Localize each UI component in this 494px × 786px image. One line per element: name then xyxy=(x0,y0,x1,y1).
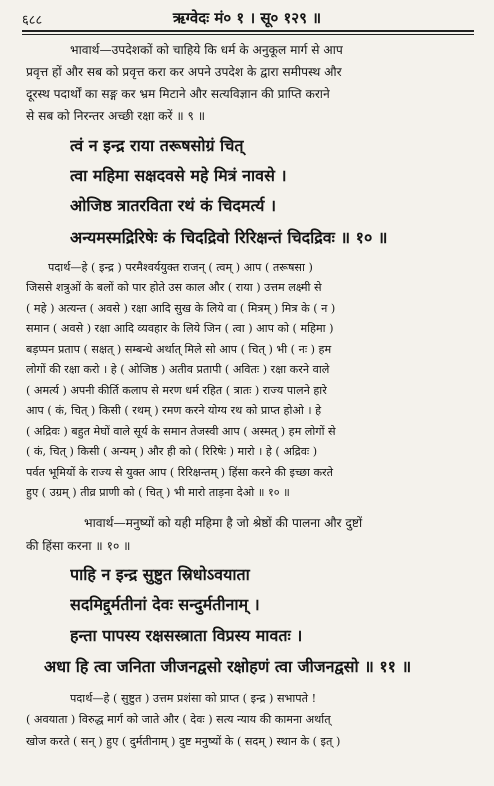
text-line: बड़प्पन प्रताप ( सक्षत् ) सम्बन्धे अर्थात् मिले सो आप ( चित् ) भी ( नः ) हम xyxy=(26,343,332,356)
text-line: लोगों की रक्षा करो । हे ( ओजिष्ठ ) अतीव प्रतापी ( अवितः ) रक्षा करने वाले xyxy=(26,363,330,376)
mantra-line: सदमिद्दुर्मतीनां देवः सन्दुर्मतीनाम् । xyxy=(70,595,260,614)
text-line: ( अवयाता ) विरुद्ध मार्ग को जाते और ( देवः ) सत्य न्याय की कामना अर्थात् xyxy=(26,713,331,726)
text-line: जिससे शत्रुओं के बलों को पार होते उस काल और ( राया ) उत्तम लक्ष्मी से xyxy=(26,281,322,294)
text-line: से सब को निरन्तर अच्छी रक्षा करें ॥ ९ ॥ xyxy=(26,109,206,123)
text-line: खोज करते ( सन् ) हुए ( दुर्मतीनाम् ) दुष्ट मनुष्यों के ( सदम् ) स्थान के ( इत् ) xyxy=(26,735,341,748)
page-number: ६८८ xyxy=(22,13,43,28)
mantra-line: अधा हि त्वा जनिता जीजनद्वसो रक्षोहणं त्वा जीजनद्वसो ॥ ११ ॥ xyxy=(44,657,412,676)
text-line: प्रवृत्त हों और सब को प्रवृत्त करा कर अपने उपदेश के द्वारा समीपस्थ और xyxy=(26,65,342,79)
text-line: पदार्थ—हे ( इन्द्र ) परमैश्वर्ययुक्त राजन् ( त्वम् ) आप ( तरूषसा ) xyxy=(48,261,313,274)
text-line: भावार्थ—मनुष्यों को यही महिमा है जो श्रेष्ठों की पालना और दुष्टों xyxy=(84,516,363,530)
mantra-line: ओजिष्ठ त्रातरविता रथं कं चिदमर्त्य । xyxy=(70,196,277,215)
text-line: समान ( अवसे ) रक्षा आदि व्यवहार के लिये जिन ( त्वा ) आप को ( महिमा ) xyxy=(26,322,334,335)
header-rule xyxy=(22,30,474,32)
page-title: ऋग्वेदः मं० १ । सू० १२९ ॥ xyxy=(172,9,322,27)
text-line: ( कं, चित् ) किसी ( अन्यम् ) और ही को ( रिरिषेः ) मारो । हे ( अद्रिवः ) xyxy=(26,445,318,458)
text-line: ( अमर्त्य ) अपनी कीर्ति कलाप से मरण धर्म रहित ( त्रातः ) राज्य पालने हारे xyxy=(26,384,327,397)
mantra-line: त्वं न इन्द्र राया तरूषसोग्रं चित् xyxy=(70,136,244,155)
text-line: ( अद्रिवः ) बहुत मेघों वाले सूर्य के समान तेजस्वी आप ( अस्मत् ) हम लोगों से xyxy=(26,425,336,438)
text-line: की हिंसा करना ॥ १० ॥ xyxy=(26,539,131,553)
text-line: पर्वत भूमियों के राज्य से युक्त आप ( रिरिक्षन्तम् ) हिंसा करने की इच्छा करते xyxy=(26,466,334,479)
text-line: भावार्थ—उपदेशकों को चाहिये कि धर्म के अनुकूल मार्ग से आप xyxy=(70,43,343,57)
page-header xyxy=(0,6,494,32)
text-line: ( महे ) अत्यन्त ( अवसे ) रक्षा आदि सुख के लिये वा ( मित्रम् ) मित्र के ( न ) xyxy=(26,302,336,315)
text-line: हुए ( उग्रम् ) तीव्र प्राणी को ( चित् ) भी मारो ताड़ना देओ ॥ १० ॥ xyxy=(26,486,290,499)
text-line: दूरस्थ पदार्थों का सङ्ग कर भ्रम मिटाने और सत्यविज्ञान की प्राप्ति कराने xyxy=(26,87,330,101)
text-line: आप ( कं, चित् ) किसी ( रथम् ) रमण करने योग्य रथ को प्राप्त होओ । हे xyxy=(26,404,322,417)
mantra-line: हन्ता पापस्य रक्षसस्त्राता विप्रस्य मावतः । xyxy=(70,626,303,645)
header-rule-thin xyxy=(22,34,474,35)
text-line: पदार्थ—हे ( सुष्टुत ) उत्तम प्रशंसा को प्राप्त ( इन्द्र ) सभापते ! xyxy=(70,692,317,705)
mantra-line: त्वा महिमा सक्षदवसे महे मित्रं नावसे । xyxy=(70,166,287,185)
mantra-line: पाहि न इन्द्र सुष्टुत स्रिधोऽवयाता xyxy=(70,565,250,584)
mantra-line: अन्यमस्मद्रिरिषेः कं चिदद्रिवो रिरिक्षन्तं चिदद्रिवः ॥ १० ॥ xyxy=(70,228,388,247)
